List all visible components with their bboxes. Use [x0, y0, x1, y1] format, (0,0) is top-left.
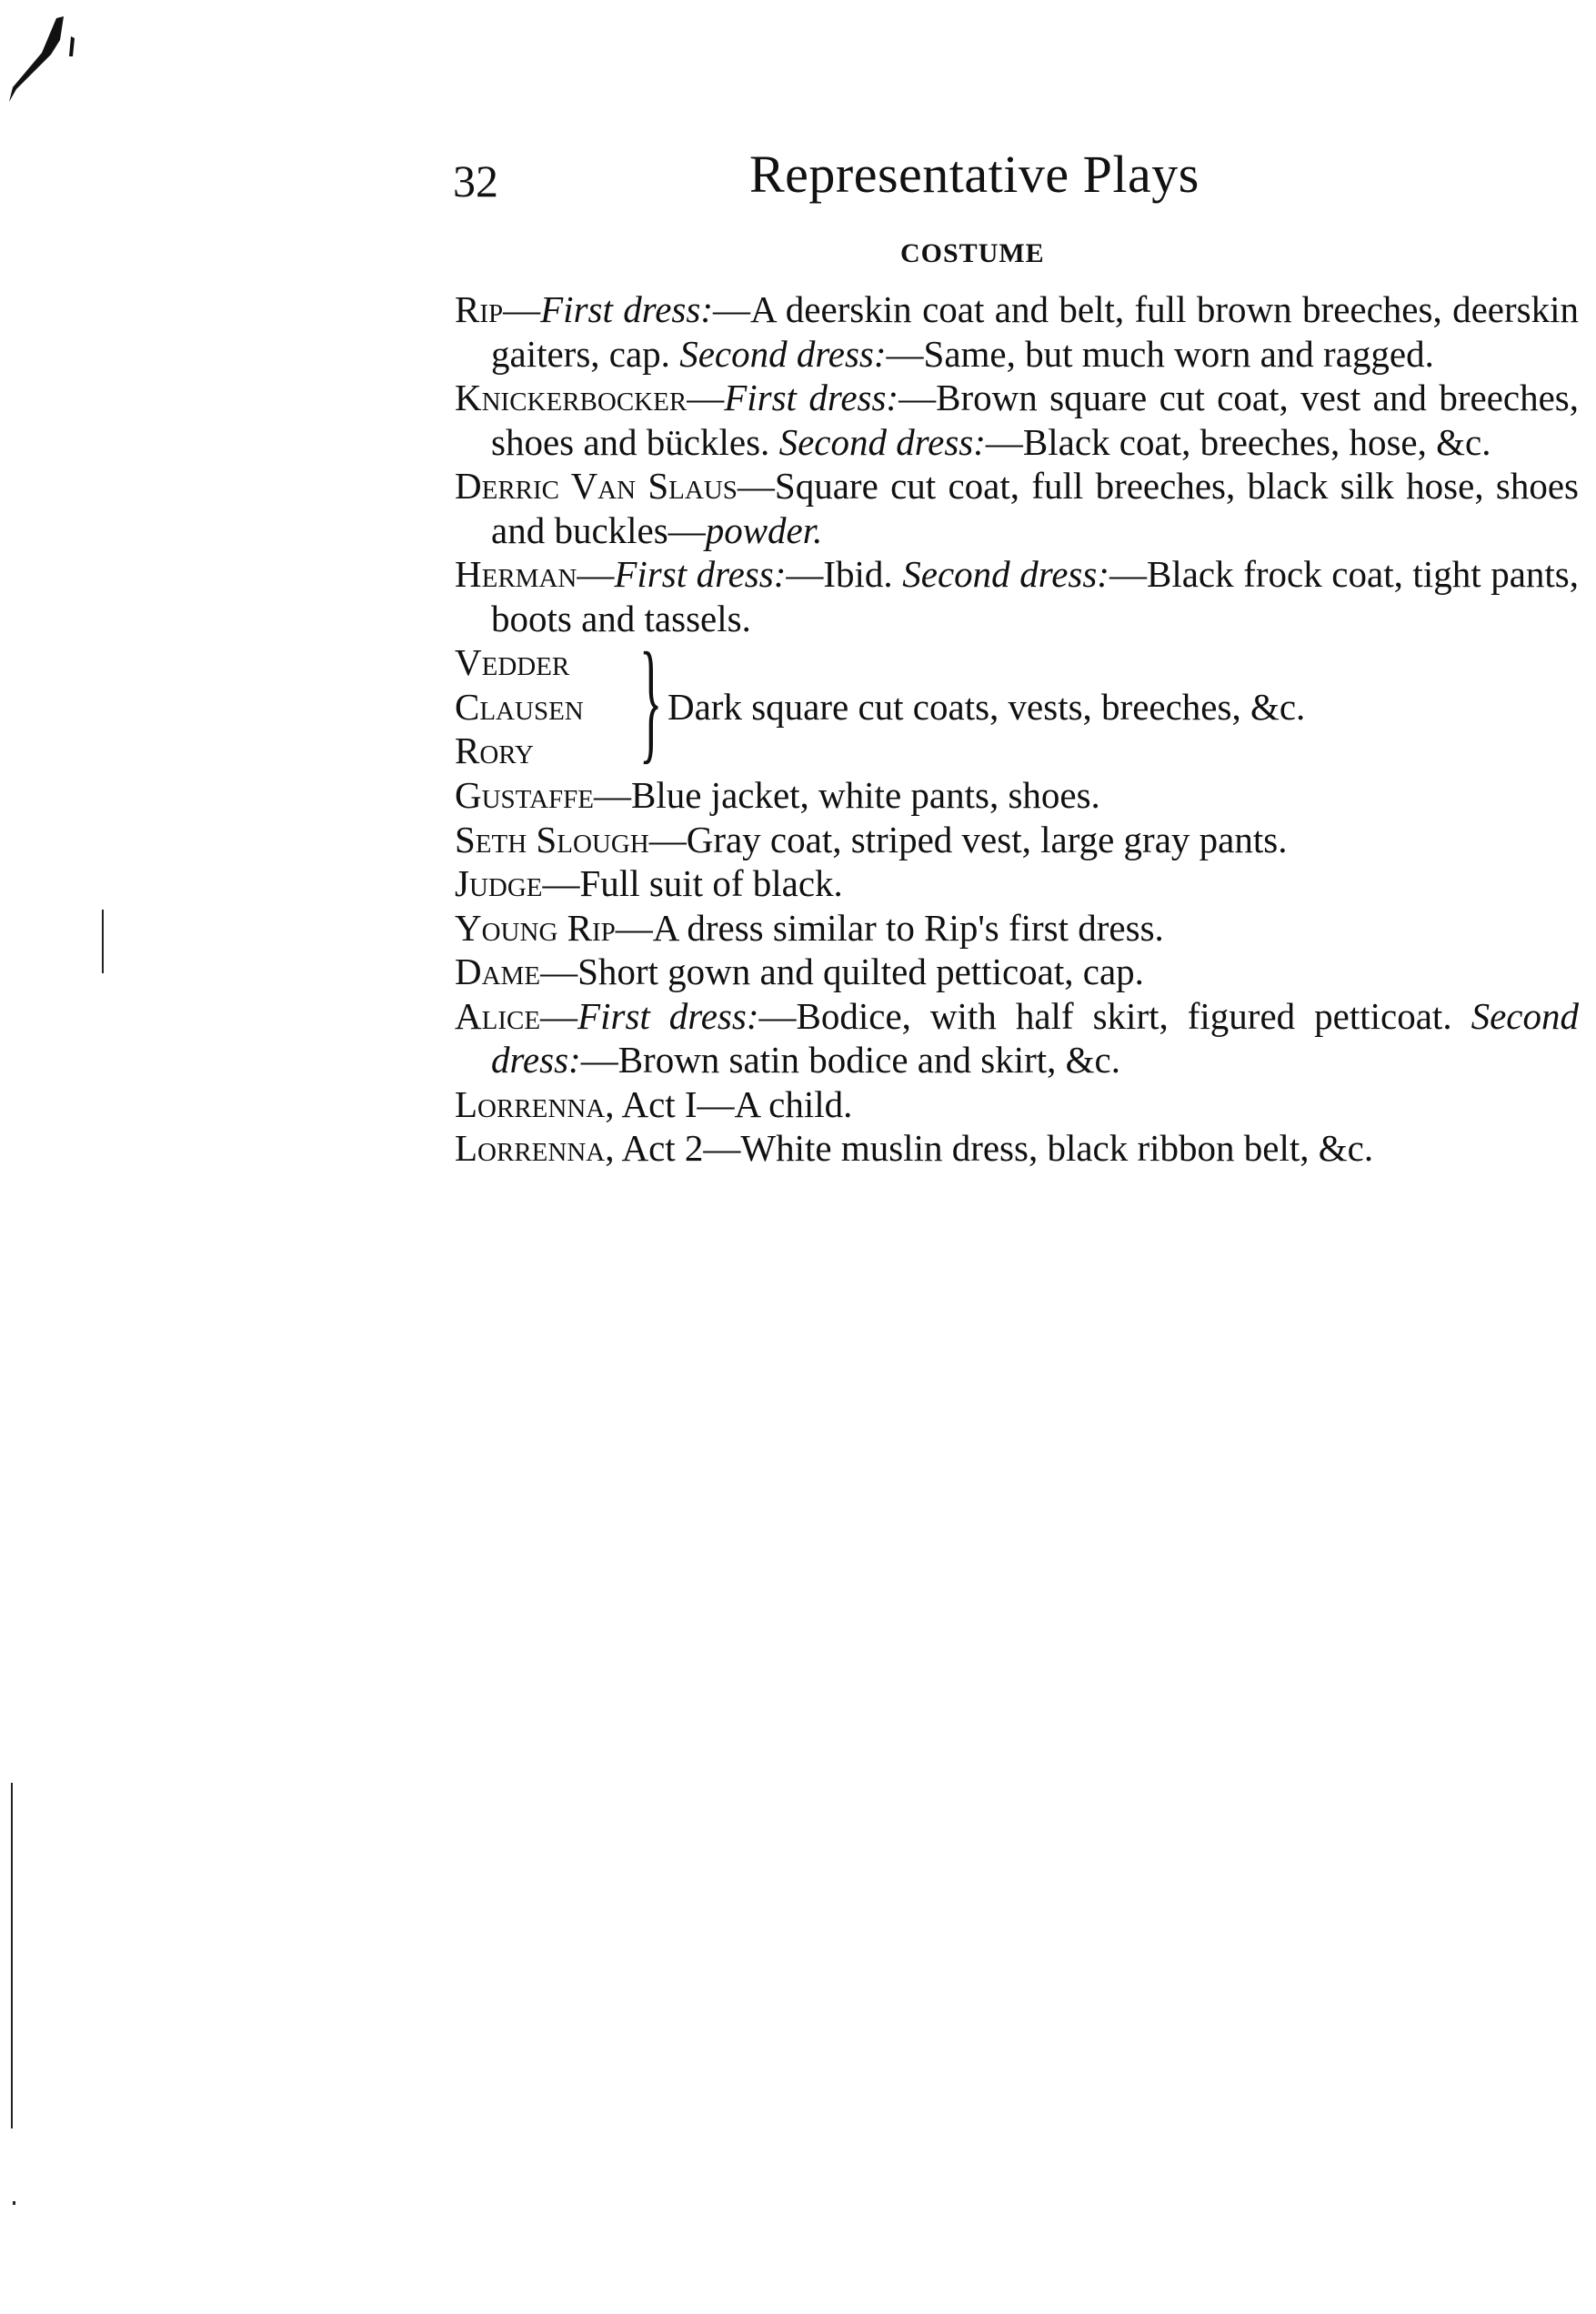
costume-entry-dame: Dame—Short gown and quilted petticoat, cap.	[455, 951, 1144, 992]
scan-mark	[102, 910, 104, 973]
scan-mark	[11, 1783, 13, 2128]
page-header	[453, 144, 1577, 207]
running-title: Representative Plays	[749, 145, 1200, 204]
costume-entry-judge: Judge—Full suit of black.	[455, 862, 843, 904]
brace: }	[639, 625, 663, 776]
costume-entry-herman: Herman—First dress:—Ibid. Second dress:—Black frock coat, tight pants, boots and tassels.	[455, 553, 1579, 639]
character-name: Rip	[455, 288, 504, 330]
costume-entry-gustaffe: Gustaffe—Blue jacket, white pants, shoes.	[455, 774, 1100, 816]
costume-entry-seth: Seth Slough—Gray coat, striped vest, large gray pants.	[455, 818, 1288, 860]
costume-entry-rip: Rip—First dress:—A deerskin coat and belt, full brown breeches, deerskin gaiters, cap. Second dress:—Same, but much worn and ragged.	[455, 288, 1580, 375]
scan-mark	[13, 2201, 15, 2205]
character-name: Judge	[455, 862, 543, 904]
character-name: Vedder	[455, 641, 570, 684]
scan-corner-mark	[0, 0, 109, 127]
costume-entry-group	[455, 625, 1579, 776]
group-names	[455, 640, 629, 773]
character-name: Knickerbocker	[455, 377, 688, 418]
costume-entry-lorrenna-act1: Lorrenna, Act I—A child.	[455, 1082, 853, 1125]
costume-entry-knickerbocker: Knickerbocker—First dress:—Brown square cut coat, vest and breeches, shoes and bückles. Second dress:—Black coat, breeches, hose, &c.	[455, 377, 1579, 463]
character-name: Rory	[455, 729, 534, 772]
section-title: COSTUME	[900, 238, 1045, 268]
character-name: Dame	[455, 951, 541, 992]
costume-entry-lorrenna-act2: Lorrenna, Act 2—White muslin dress, black ribbon belt, &c.	[455, 1127, 1374, 1169]
character-name: Clausen	[455, 685, 584, 728]
costume-entry-derric: Derric Van Slaus—Square cut coat, full breeches, black silk hose, shoes and buckles—powder.	[455, 465, 1579, 551]
character-name: Young Rip	[455, 906, 616, 949]
group-description: Dark square cut coats, vests, breeches, &c.	[668, 685, 1306, 728]
character-name: Seth Slough	[455, 818, 649, 860]
page-number: 32	[453, 156, 498, 206]
character-name: Alice	[455, 994, 541, 1037]
costume-entry-alice: Alice—First dress:—Bodice, with half skirt, figured petticoat. Second dress:—Brown satin bodice and skirt, &c.	[455, 994, 1580, 1081]
character-name: Lorrenna,	[455, 1082, 615, 1125]
costume-entry-young-rip: Young Rip—A dress similar to Rip's first dress.	[455, 906, 1164, 949]
costume-list	[455, 287, 1579, 1171]
character-name: Herman	[455, 553, 577, 595]
character-name: Lorrenna,	[455, 1127, 615, 1169]
character-name: Derric Van Slaus	[455, 465, 738, 507]
character-name: Gustaffe	[455, 774, 594, 816]
